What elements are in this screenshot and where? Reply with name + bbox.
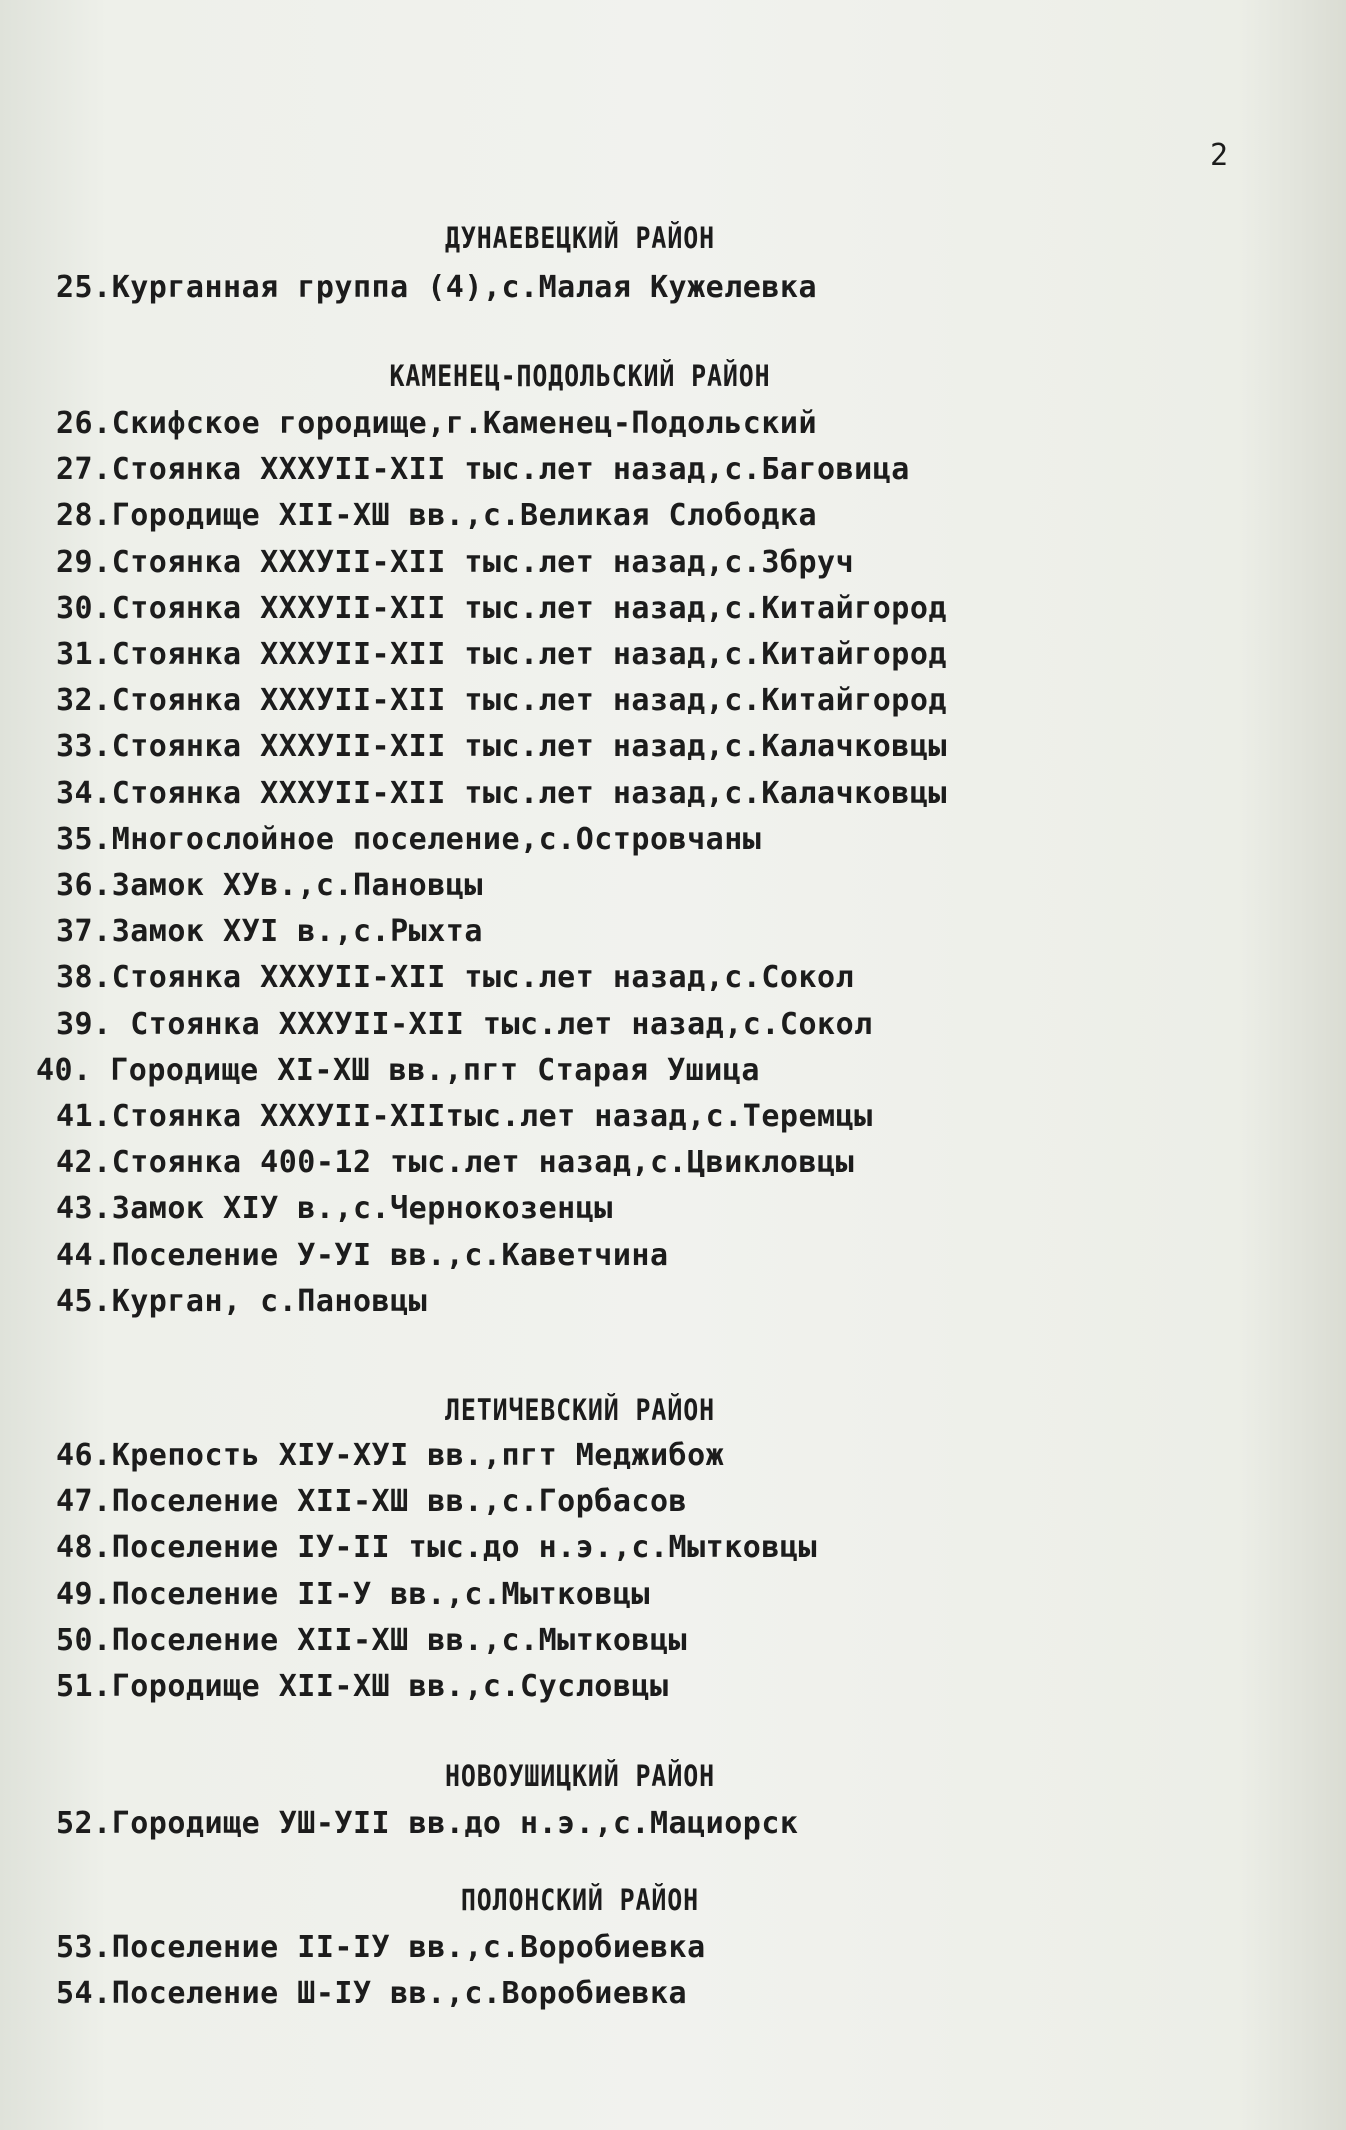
item-text: Поселение IУ-II тыс.до н.э.,с.Мытковцы xyxy=(111,1530,818,1565)
item-number: 37. xyxy=(56,914,112,949)
page-number: 2 xyxy=(1210,138,1229,173)
item-text: Стоянка ХХХУII-ХII тыс.лет назад,с.Калачковцы xyxy=(111,729,947,764)
district-heading: ПОЛОНСКИЙ РАЙОН xyxy=(460,1883,700,1917)
item-text: Поселение ХII-ХШ вв.,с.Горбасов xyxy=(111,1484,688,1519)
list-item xyxy=(56,1667,669,1707)
item-number: 51. xyxy=(56,1669,112,1704)
list-item xyxy=(56,589,947,629)
item-text: Многослойное поселение,с.Островчаны xyxy=(111,822,762,857)
item-text: Городище ХII-ХШ вв.,с.Сусловцы xyxy=(111,1669,669,1704)
list-item xyxy=(56,727,947,767)
item-text: Поселение Ш-IУ вв.,с.Воробиевка xyxy=(111,1976,688,2011)
item-number: 46. xyxy=(56,1438,112,1473)
item-number: 39. xyxy=(56,1007,131,1042)
item-text: Поселение II-IУ вв.,с.Воробиевка xyxy=(111,1930,706,1965)
list-item xyxy=(56,1097,873,1137)
item-text: Городище ХI-ХШ вв.,пгт Старая Ушица xyxy=(110,1053,760,1088)
item-number: 25. xyxy=(56,270,112,305)
item-text: Поселение ХII-ХШ вв.,с.Мытковцы xyxy=(111,1623,688,1658)
item-number: 36. xyxy=(56,868,112,903)
item-text: Стоянка ХХХУII-ХII тыс.лет назад,с.Китайгород xyxy=(111,683,947,718)
item-number: 27. xyxy=(56,452,112,487)
item-number: 40. xyxy=(36,1053,111,1088)
list-item xyxy=(56,1236,669,1276)
item-text: Замок ХIУ в.,с.Чернокозенцы xyxy=(111,1191,613,1226)
list-item xyxy=(56,1804,798,1844)
list-item xyxy=(56,774,947,814)
item-number: 43. xyxy=(56,1191,112,1226)
list-item xyxy=(56,1528,817,1568)
list-item xyxy=(56,268,817,308)
item-text: Стоянка ХХХУII-ХII тыс.лет назад,с.Баговица xyxy=(111,452,910,487)
item-text: Стоянка 400-12 тыс.лет назад,с.Цвикловцы xyxy=(111,1145,855,1180)
item-number: 33. xyxy=(56,729,112,764)
item-number: 45. xyxy=(56,1284,112,1319)
item-text: Поселение У-УI вв.,с.Каветчина xyxy=(111,1238,669,1273)
list-item xyxy=(56,912,483,952)
item-number: 26. xyxy=(56,406,112,441)
district-heading: ЛЕТИЧЕВСКИЙ РАЙОН xyxy=(445,1393,715,1427)
item-text: Стоянка ХХХУII-ХII тыс.лет назад,с.Китайгород xyxy=(111,637,947,672)
item-text: Стоянка ХХХУII-ХII тыс.лет назад,с.Збруч xyxy=(111,545,855,580)
item-text: Поселение II-У вв.,с.Мытковцы xyxy=(111,1577,650,1612)
list-item xyxy=(56,450,910,490)
list-item xyxy=(56,1282,427,1322)
item-number: 47. xyxy=(56,1484,112,1519)
item-number: 44. xyxy=(56,1238,112,1273)
item-number: 28. xyxy=(56,498,112,533)
item-number: 48. xyxy=(56,1530,112,1565)
item-number: 52. xyxy=(56,1806,112,1841)
list-item xyxy=(56,1005,873,1045)
list-item xyxy=(56,1575,650,1615)
list-item xyxy=(56,681,947,721)
list-item xyxy=(56,635,947,675)
item-number: 54. xyxy=(56,1976,112,2011)
item-number: 53. xyxy=(56,1930,112,1965)
item-text: Курган, с.Пановцы xyxy=(111,1284,428,1319)
list-item xyxy=(36,1051,760,1091)
item-number: 35. xyxy=(56,822,112,857)
list-item xyxy=(56,820,761,860)
list-item xyxy=(56,866,483,906)
list-item xyxy=(56,1621,687,1661)
item-text: Крепость ХIУ-ХУI вв.,пгт Меджибож xyxy=(111,1438,725,1473)
list-item xyxy=(56,958,854,998)
list-item xyxy=(56,1974,687,2014)
item-text: Курганная группа (4),с.Малая Кужелевка xyxy=(111,270,818,305)
item-number: 49. xyxy=(56,1577,112,1612)
list-item xyxy=(56,1482,687,1522)
list-item xyxy=(56,1143,854,1183)
item-text: Стоянка ХХХУII-ХII тыс.лет назад,с.Сокол xyxy=(111,960,855,995)
district-heading: ДУНАЕВЕЦКИЙ РАЙОН xyxy=(445,221,715,255)
item-number: 29. xyxy=(56,545,112,580)
item-number: 42. xyxy=(56,1145,112,1180)
list-item xyxy=(56,1436,724,1476)
item-number: 38. xyxy=(56,960,112,995)
list-item xyxy=(56,496,817,536)
item-number: 30. xyxy=(56,591,112,626)
item-text: Городище УШ-УII вв.до н.э.,с.Мациорск xyxy=(111,1806,799,1841)
item-text: Стоянка ХХХУII-ХII тыс.лет назад,с.Сокол xyxy=(130,1007,873,1042)
list-item xyxy=(56,1189,613,1229)
item-text: Замок ХУI в.,с.Рыхта xyxy=(111,914,483,949)
item-number: 31. xyxy=(56,637,112,672)
item-text: Городище ХII-ХШ вв.,с.Великая Слободка xyxy=(111,498,818,533)
list-item xyxy=(56,543,854,583)
item-text: Скифское городище,г.Каменец-Подольский xyxy=(111,406,818,441)
list-item xyxy=(56,404,817,444)
item-number: 50. xyxy=(56,1623,112,1658)
item-number: 41. xyxy=(56,1099,112,1134)
district-heading: НОВОУШИЦКИЙ РАЙОН xyxy=(445,1759,715,1793)
item-number: 32. xyxy=(56,683,112,718)
list-item xyxy=(56,1928,706,1968)
item-text: Замок ХУв.,с.Пановцы xyxy=(111,868,483,903)
district-heading: КАМЕНЕЦ-ПОДОЛЬСКИЙ РАЙОН xyxy=(389,359,771,393)
item-text: Стоянка ХХХУII-ХII тыс.лет назад,с.Калачковцы xyxy=(111,776,947,811)
item-text: Стоянка ХХХУII-ХII тыс.лет назад,с.Китайгород xyxy=(111,591,947,626)
item-text: Стоянка ХХХУII-ХIIтыс.лет назад,с.Теремцы xyxy=(111,1099,873,1134)
item-number: 34. xyxy=(56,776,112,811)
